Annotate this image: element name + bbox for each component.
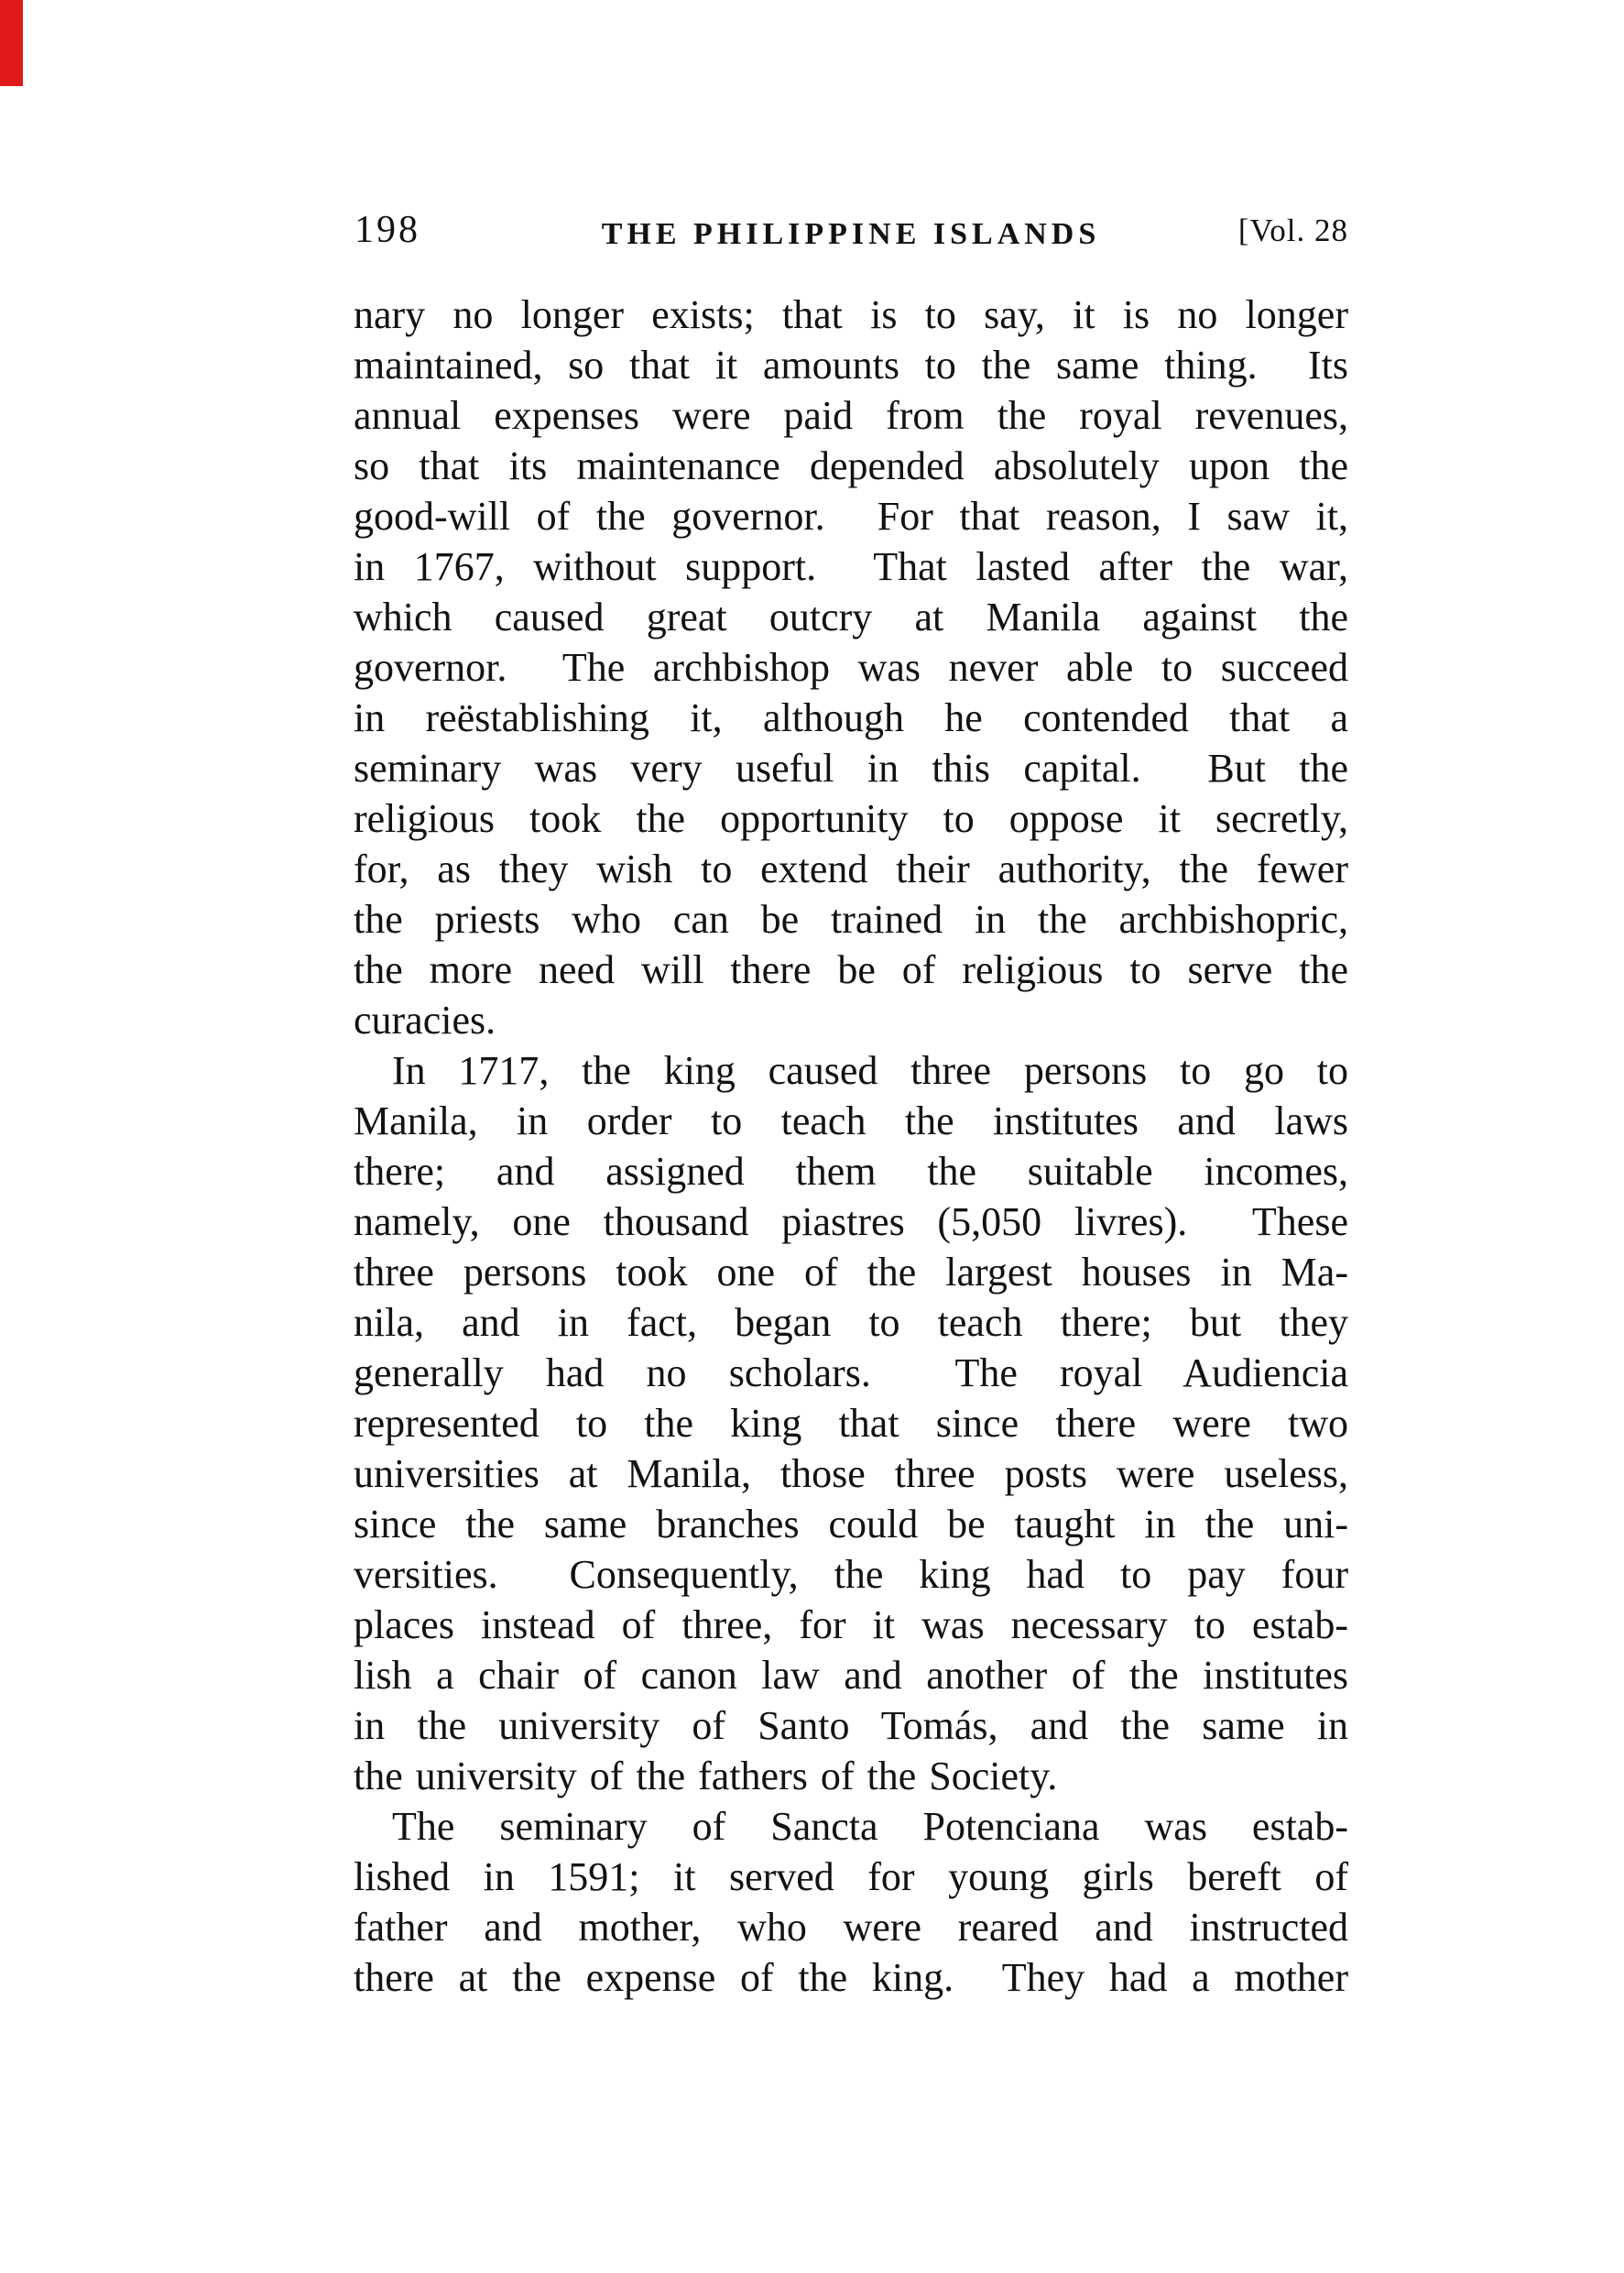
running-title: THE PHILIPPINE ISLANDS: [601, 217, 1101, 251]
text-line: In 1717, the king caused three persons to go to: [392, 1048, 1348, 1093]
text-line: versities. Consequently, the king had to pay four: [354, 1552, 1348, 1597]
text-line: there at the expense of the king. They had a mother: [354, 1955, 1348, 2000]
text-line: in the university of Santo Tomás, and the same in: [354, 1703, 1348, 1748]
text-line: so that its maintenance depended absolutely upon the: [354, 443, 1348, 488]
text-line: three persons took one of the largest houses in Ma-: [354, 1250, 1348, 1295]
text-line: lish a chair of canon law and another of the institutes: [354, 1653, 1348, 1698]
text-line: The seminary of Sancta Potenciana was estab-: [392, 1804, 1348, 1849]
body-text: [354, 290, 1348, 2003]
scan-artifact-red-mark: [0, 0, 23, 86]
text-line: universities at Manila, those three posts were useless,: [354, 1451, 1348, 1496]
text-line: maintained, so that it amounts to the same thing. Its: [354, 343, 1348, 388]
text-line: for, as they wish to extend their authority, the fewer: [354, 847, 1348, 891]
volume-label: [Vol. 28: [1237, 213, 1348, 248]
text-line: governor. The archbishop was never able to succeed: [354, 645, 1348, 690]
text-line: annual expenses were paid from the royal revenues,: [354, 393, 1348, 438]
text-line: the more need will there be of religious to serve the: [354, 947, 1348, 992]
text-line: religious took the opportunity to oppose it secretly,: [354, 796, 1348, 841]
text-line: nila, and in fact, began to teach there; but they: [354, 1300, 1348, 1345]
text-line: there; and assigned them the suitable incomes,: [354, 1149, 1348, 1194]
text-line: the priests who can be trained in the archbishopric,: [354, 897, 1348, 942]
text-line: good-will of the governor. For that reason, I saw it,: [354, 494, 1348, 539]
text-line: curacies.: [354, 998, 496, 1043]
text-line: in reëstablishing it, although he contended that a: [354, 695, 1348, 740]
text-line: seminary was very useful in this capital. But the: [354, 746, 1348, 791]
text-line: the university of the fathers of the Society.: [354, 1754, 1058, 1798]
text-line: places instead of three, for it was necessary to estab-: [354, 1602, 1348, 1647]
text-line: nary no longer exists; that is to say, it is no longer: [354, 292, 1348, 337]
text-line: represented to the king that since there were two: [354, 1401, 1348, 1446]
text-line: generally had no scholars. The royal Audiencia: [354, 1350, 1348, 1395]
text-line: Manila, in order to teach the institutes and laws: [354, 1098, 1348, 1143]
text-line: lished in 1591; it served for young girls bereft of: [354, 1854, 1348, 1899]
page-number: 198: [354, 209, 420, 251]
text-line: since the same branches could be taught in the uni-: [354, 1502, 1348, 1546]
text-line: which caused great outcry at Manila against the: [354, 595, 1348, 639]
text-line: father and mother, who were reared and instructed: [354, 1905, 1348, 1950]
text-line: namely, one thousand piastres (5,050 livres). These: [354, 1199, 1348, 1244]
page-header: [354, 207, 1348, 257]
text-line: in 1767, without support. That lasted after the war,: [354, 544, 1348, 589]
